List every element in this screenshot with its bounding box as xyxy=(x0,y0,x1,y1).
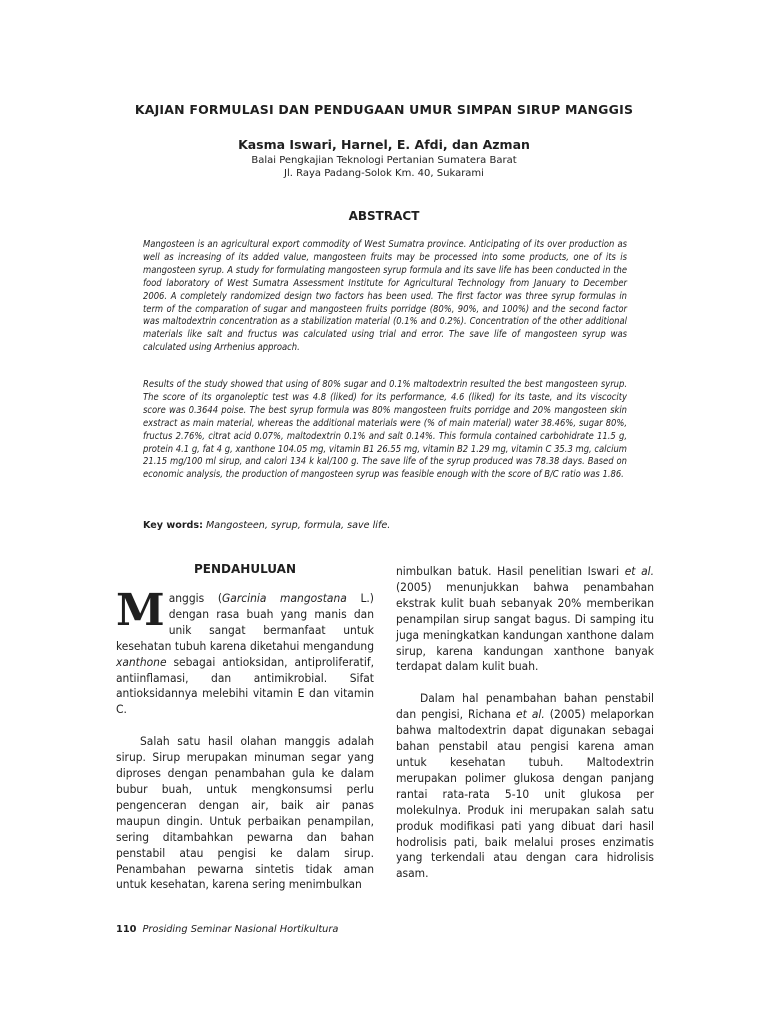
drop-cap: M xyxy=(116,585,165,636)
italic-term: et al. xyxy=(624,564,654,578)
abstract-heading: ABSTRACT xyxy=(348,209,420,223)
text-run: Dalam hal penambahan bahan penstabil dan pengisi, Richana xyxy=(396,691,654,722)
intro-paragraph-3 xyxy=(396,564,654,675)
text-run: (2005) menunjukkan bahwa penambahan ekstrak kulit buah sebanyak 20% memberikan penampilan sirup sangat bagus. Di samping itu juga meningkatkan kandungan xanthone dalam sirup, karena kandungan xanthone banyak terdapat dalam kulit buah. xyxy=(396,579,654,674)
italic-term: Garcinia mangostana xyxy=(222,591,347,605)
keywords xyxy=(143,520,627,531)
page-footer xyxy=(116,924,338,935)
text-run: L.) dengan rasa buah yang manis dan unik sangat bermanfaat untuk kesehatan tubuh karena diketahui mengandung xyxy=(116,591,374,653)
keywords-label: Key words: xyxy=(143,520,203,531)
journal-name: Prosiding Seminar Nasional Hortikultura xyxy=(142,924,339,935)
section-heading: PENDAHULUAN xyxy=(194,562,296,576)
abstract-paragraph-1: Mangosteen is an agricultural export commodity of West Sumatra province. Anticipating of its over production as well as increasing of its added value, mangosteen fruits may be processed into some products, one of its is mangosteen syrup. A study for formulating mangosteen syrup formula and its save life has been conducted in the food laboratory of West Sumatra Assessment Institute for Agricultural Technology from January to December 2006. A completely randomized design two factors has been used. The first factor was three syrup formulas in term of the comparation of sugar and mangosteen fruits porridge (80%, 90%, and 100%) and the second factor was maltodextrin concentration as a stabilization material (0.1% and 0.2%). Concentration of the other additional materials like salt and fructus was calculated using trial and error. The save life of mangosteen syrup was calculated using Arrhenius approach. xyxy=(143,239,627,354)
page-number: 110 xyxy=(116,924,137,935)
abstract-paragraph-2: Results of the study showed that using of 80% sugar and 0.1% maltodextrin resulted the best mangosteen syrup. The score of its organoleptic test was 4.8 (liked) for its performance, 4.6 (liked) for its taste, and its viscocity score was 0.3644 poise. The best syrup formula was 80% mangosteen fruits porridge and 20% mangosteen skin exstract as main material, whereas the additional materials were (% of main material) water 38.46%, sugar 80%, fructus 2.76%, citrat acid 0.07%, maltodextrin 0.1% and salt 0.14%. This formula contained carbohidrate 11.5 g, protein 4.1 g, fat 4 g, xanthone 104.05 mg, vitamin B1 26.55 mg, vitamin B2 1.29 mg, vitamin C 35.3 mg, calcium 21.15 mg/100 ml sirup, and calori 134 k kal/100 g. The save life of the syrup produced was 78.38 days. Based on economic analysis, the production of mangosteen syrup was feasible enough with the score of B/C ratio was 1.86. xyxy=(143,379,627,481)
italic-term: et al. xyxy=(516,707,545,722)
italic-term: xanthone xyxy=(116,654,167,669)
text-run: sebagai antioksidan, antiproliferatif, antiinflamasi, dan antimikrobial. Sifat antioksidannya melebihi vitamin E dan vitamin C. xyxy=(116,654,374,717)
author-list: Kasma Iswari, Harnel, E. Afdi, dan Azman xyxy=(238,137,530,152)
text-run: nimbulkan batuk. Hasil penelitian Iswari xyxy=(396,564,625,578)
affiliation-address: Jl. Raya Padang-Solok Km. 40, Sukarami xyxy=(284,168,484,179)
affiliation-institution: Balai Pengkajian Teknologi Pertanian Sumatera Barat xyxy=(251,155,517,166)
intro-paragraph-2: Salah satu hasil olahan manggis adalah sirup. Sirup merupakan minuman segar yang diproses dengan penambahan gula ke dalam bubur buah, untuk mengkonsumsi perlu pengenceran dengan air, baik air panas maupun dingin. Untuk perbaikan penampilan, sering ditambahkan pewarna dan bahan penstabil atau pengisi ke dalam sirup. Penambahan pewarna sintetis tidak aman untuk kesehatan, karena sering menimbulkan xyxy=(116,734,374,892)
keywords-text: Mangosteen, syrup, formula, save life. xyxy=(206,520,391,531)
text-run: anggis ( xyxy=(168,591,223,605)
right-column xyxy=(396,564,654,882)
paper-title: KAJIAN FORMULASI DAN PENDUGAAN UMUR SIMPAN SIRUP MANGGIS xyxy=(134,102,634,117)
intro-paragraph-1 xyxy=(116,585,374,718)
text-run: (2005) melaporkan bahwa maltodextrin dapat digunakan sebagai bahan penstabil atau pengisi karena aman untuk kesehatan tubuh. Maltodextrin merupakan polimer glukosa dengan panjang rantai rata-rata 5-10 unit glukosa per molekulnya. Produk ini merupakan salah satu produk modifikasi pati yang dibuat dari hasil hodrolisis pati, baik melalui proses enzimatis yang terkendali atau dengan cara hidrolisis asam. xyxy=(396,707,654,881)
left-column xyxy=(116,585,374,893)
intro-paragraph-4 xyxy=(396,691,654,882)
